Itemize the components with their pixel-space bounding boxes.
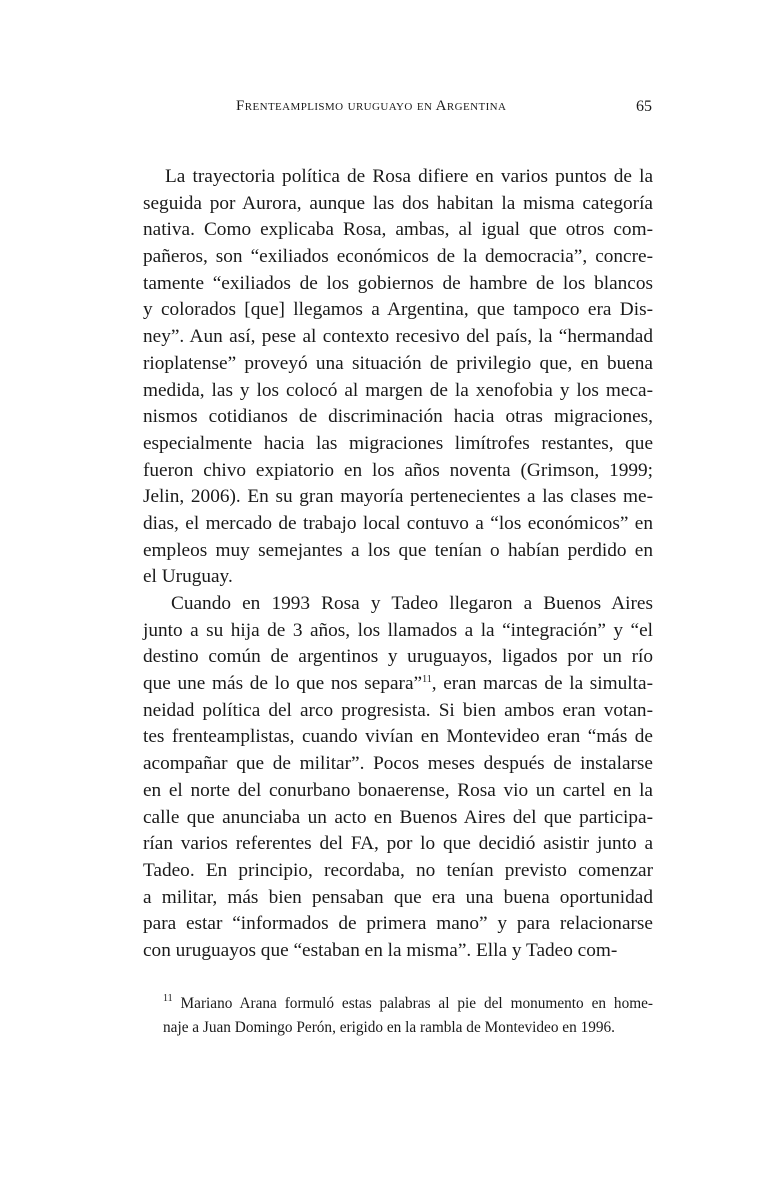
paragraph <box>143 591 653 965</box>
text-line: calle que anunciaba un acto en Buenos Aires del que participa- <box>143 806 653 828</box>
running-title: Frenteamplismo uruguayo en Argentina <box>236 98 507 114</box>
text-line: rían varios referentes del FA, por lo que decidió asistir junto a <box>143 833 653 855</box>
text-line: y colorados [que] llegamos a Argentina, que tampoco era Dis- <box>143 299 653 321</box>
text-line: empleos muy semejantes a los que tenían o habían perdido en <box>143 539 653 561</box>
running-head <box>0 98 765 122</box>
text-line: dias, el mercado de trabajo local contuvo a “los económicos” en <box>143 512 653 534</box>
text-line: con uruguayos que “estaban en la misma”. Ella y Tadeo com- <box>143 939 618 961</box>
footnote-reference: 11 <box>422 674 432 686</box>
text-line: Tadeo. En principio, recordaba, no tenían previsto comenzar <box>143 859 653 881</box>
paragraph <box>143 164 653 591</box>
footnote <box>143 992 653 1040</box>
text-line: que une más de lo que nos separa”$^{11}$, eran marcas de la simulta- <box>143 673 653 695</box>
body-text <box>143 164 653 965</box>
text-line: Jelin, 2006). En su gran mayoría pertenecientes a las clases me- <box>143 486 653 508</box>
text-line: rioplatense” proveyó una situación de privilegio que, en buena <box>143 352 653 374</box>
text-line: el Uruguay. <box>143 566 233 588</box>
text-line: a militar, más bien pensaban que era una buena oportunidad <box>143 886 653 908</box>
text-line: neidad política del arco progresista. Si bien ambos eran votan- <box>143 699 653 721</box>
page-number: 65 <box>636 98 652 115</box>
text-line: pañeros, son “exiliados económicos de la democracia”, concre- <box>143 246 653 268</box>
text-line: junto a su hija de 3 años, los llamados a la “integración” y “el <box>143 619 653 641</box>
text-line: medida, las y los colocó al margen de la xenofobia y los meca- <box>143 379 653 401</box>
text-line: tamente “exiliados de los gobiernos de hambre de los blancos <box>143 272 653 294</box>
footnote-line: naje a Juan Domingo Perón, erigido en la rambla de Montevideo en 1996. <box>163 1019 615 1036</box>
footnote-number: 11 <box>163 993 173 1004</box>
text-line: acompañar que de militar”. Pocos meses después de instalarse <box>143 753 653 775</box>
text-line: seguida por Aurora, aunque las dos habitan la misma categoría <box>143 192 653 214</box>
text-line: tes frenteamplistas, cuando vivían en Montevideo eran “más de <box>143 726 653 748</box>
footnote-line: $^{11}$ Mariano Arana formuló estas palabras al pie del monumento en home- <box>163 993 653 1012</box>
text-line: nismos cotidianos de discriminación hacia otras migraciones, <box>143 406 653 428</box>
text-line: destino común de argentinos y uruguayos, ligados por un río <box>143 646 653 668</box>
text-line: especialmente hacia las migraciones limítrofes restantes, que <box>143 432 653 454</box>
text-line: Cuando en 1993 Rosa y Tadeo llegaron a Buenos Aires <box>171 593 653 614</box>
text-line: La trayectoria política de Rosa difiere en varios puntos de la <box>165 166 653 187</box>
text-line: nativa. Como explicaba Rosa, ambas, al igual que otros com- <box>143 219 653 241</box>
text-line: para estar “informados de primera mano” y para relacionarse <box>143 913 653 935</box>
text-line: fueron chivo expiatorio en los años noventa (Grimson, 1999; <box>143 459 653 481</box>
text-line: ney”. Aun así, pese al contexto recesivo del país, la “hermandad <box>143 326 653 348</box>
text-line: en el norte del conurbano bonaerense, Rosa vio un cartel en la <box>143 779 653 801</box>
